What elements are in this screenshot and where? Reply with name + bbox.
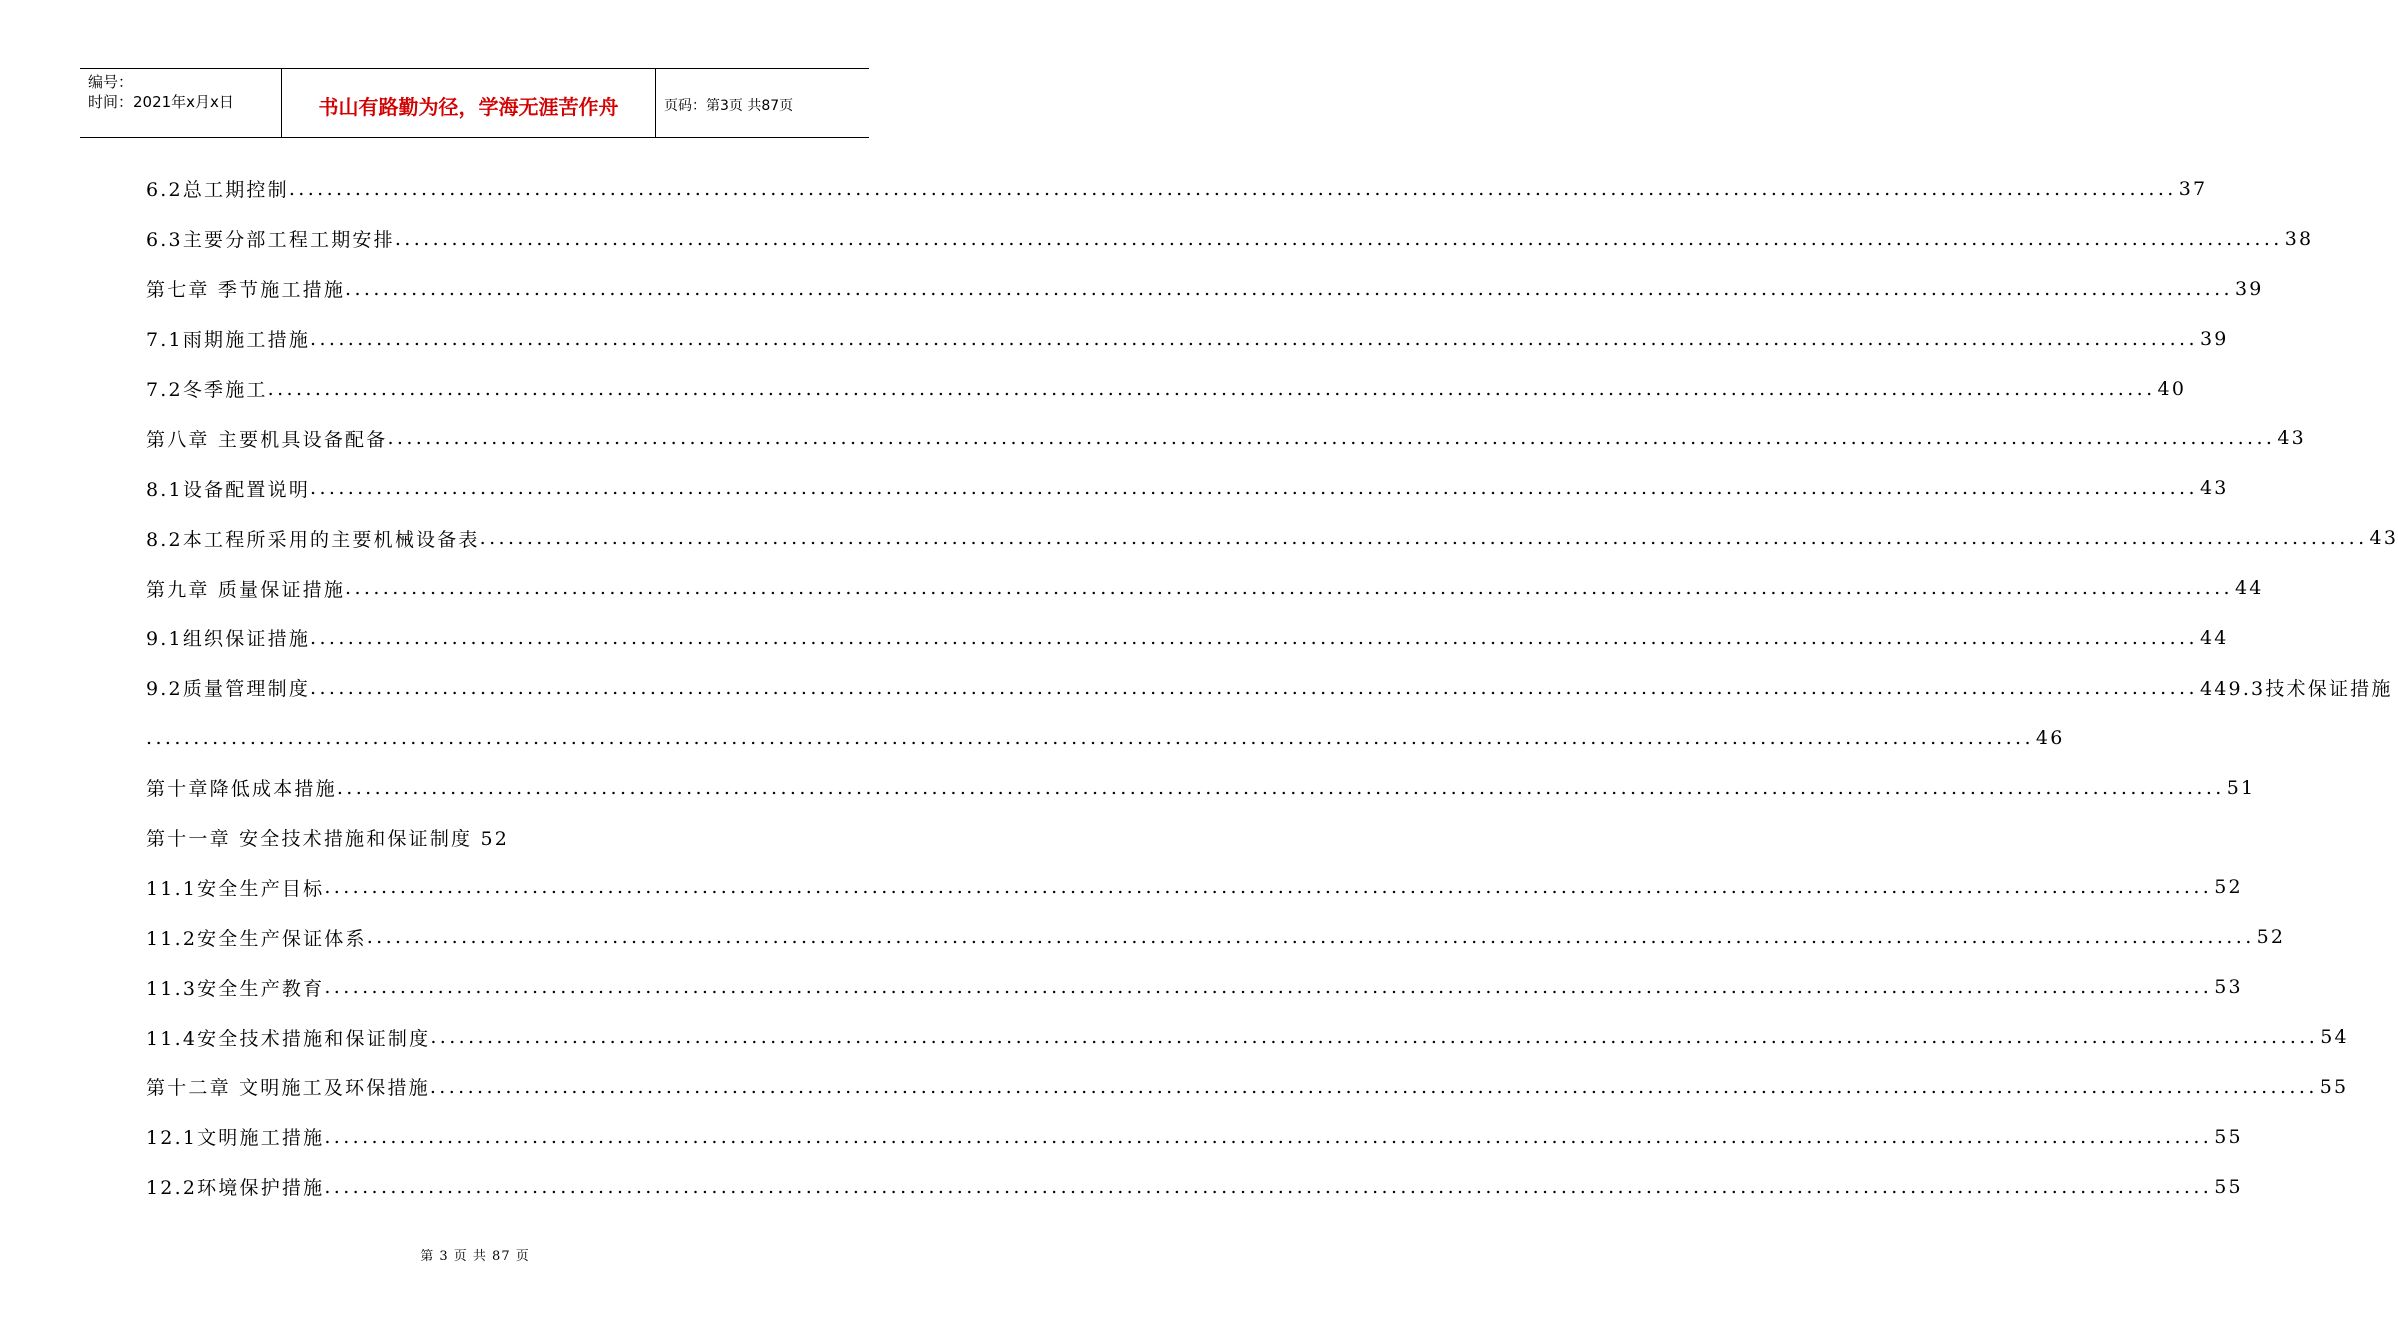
toc-entry[interactable]	[146, 613, 2229, 663]
toc-entry-page-number: 55	[2319, 1075, 2349, 1098]
toc-entry-title: 9.2质量管理制度	[146, 678, 311, 701]
header-page-cell	[656, 69, 869, 137]
toc-dot-leader: ........................................................................................................................................................................................................	[310, 327, 2198, 350]
toc-dot-leader: ........................................................................................................................................................................................................	[394, 227, 2283, 250]
toc-entry-page-number: 46	[2035, 726, 2065, 749]
toc-dot-leader: ........................................................................................................................................................................................................	[387, 427, 2276, 450]
toc-dot-leader: ........................................................................................................................................................................................................	[345, 277, 2233, 300]
document-date: 时间：2021年x月x日	[88, 93, 234, 111]
toc-entry[interactable]	[146, 1012, 2349, 1062]
toc-entry-page-number: 43	[2199, 477, 2229, 500]
toc-entry[interactable]	[146, 264, 2264, 314]
toc-entry[interactable]	[146, 164, 2208, 214]
toc-entry-page-number: 449.3技术保证措施	[2199, 678, 2393, 701]
toc-entry-page-number: 40	[2157, 377, 2187, 400]
toc-entry-page-number: 55	[2214, 1125, 2243, 1148]
toc-entry-title: 第七章 季节施工措施	[146, 279, 346, 302]
document-number-label: 编号：	[88, 73, 134, 91]
table-of-contents	[146, 164, 2398, 1212]
toc-dot-leader: ........................................................................................................................................................................................................	[324, 876, 2213, 899]
toc-entry[interactable]	[146, 214, 2314, 264]
toc-entry-page-number: 52	[2214, 876, 2243, 899]
toc-dot-leader: ........................................................................................................................................................................................................	[146, 726, 2034, 749]
toc-entry-page-number: 53	[2214, 976, 2243, 999]
toc-entry-page-number: 39	[2234, 277, 2264, 300]
toc-dot-leader: ........................................................................................................................................................................................................	[310, 676, 2198, 699]
toc-entry-title: 11.3安全生产教育	[146, 977, 325, 1000]
toc-entry-title: 第八章 主要机具设备配备	[146, 428, 388, 451]
toc-dot-leader: ........................................................................................................................................................................................................	[345, 577, 2233, 600]
page-header	[80, 68, 869, 138]
toc-entry-title: 第十一章 安全技术措施和保证制度 52	[146, 828, 510, 851]
toc-entry[interactable]	[146, 513, 2398, 563]
toc-entry-page-number: 52	[2256, 926, 2286, 949]
toc-entry[interactable]	[146, 912, 2286, 962]
toc-dot-leader: ........................................................................................................................................................................................................	[324, 976, 2213, 999]
toc-entry-title: 第十二章 文明施工及环保措施	[146, 1077, 430, 1100]
toc-entry-title: 9.1组织保证措施	[146, 628, 311, 651]
toc-dot-leader: ........................................................................................................................................................................................................	[324, 1125, 2213, 1148]
toc-entry-page-number: 51	[2226, 776, 2256, 799]
toc-entry[interactable]	[146, 1162, 2243, 1212]
toc-entry-page-number: 54	[2320, 1026, 2349, 1049]
toc-entry[interactable]	[146, 463, 2229, 513]
toc-dot-leader: ........................................................................................................................................................................................................	[366, 926, 2255, 949]
toc-dot-leader: ........................................................................................................................................................................................................	[479, 527, 2368, 550]
toc-entry[interactable]	[146, 663, 2393, 713]
toc-entry-page-number: 43	[2277, 427, 2306, 450]
toc-dot-leader: ........................................................................................................................................................................................................	[429, 1075, 2318, 1098]
page-footer: 第 3 页 共 87 页	[420, 1249, 530, 1264]
toc-entry-title: 12.1文明施工措施	[146, 1127, 325, 1150]
toc-entry[interactable]	[146, 862, 2243, 912]
toc-entry[interactable]	[146, 314, 2229, 364]
toc-entry-page-number: 44	[2199, 626, 2229, 649]
toc-entry[interactable]	[146, 813, 806, 863]
header-page-info: 页码：第3页 共87页	[664, 98, 794, 114]
toc-entry-title: 7.1雨期施工措施	[146, 329, 311, 352]
header-motto: 书山有路勤为径，学海无涯苦作舟	[318, 94, 619, 119]
toc-entry-title: 12.2环境保护措施	[146, 1177, 325, 1200]
toc-dot-leader: ........................................................................................................................................................................................................	[324, 1175, 2213, 1198]
toc-entry[interactable]	[146, 713, 2065, 763]
toc-entry-page-number: 43	[2369, 527, 2398, 550]
toc-entry-title: 第九章 质量保证措施	[146, 578, 346, 601]
header-info-cell	[80, 69, 282, 137]
toc-dot-leader: ........................................................................................................................................................................................................	[288, 177, 2177, 200]
toc-entry-page-number: 55	[2214, 1175, 2243, 1198]
toc-entry-title: 6.2总工期控制	[146, 179, 289, 202]
toc-entry-page-number: 38	[2284, 227, 2314, 250]
toc-entry[interactable]	[146, 763, 2256, 813]
toc-entry-title: 6.3主要分部工程工期安排	[146, 229, 395, 252]
toc-dot-leader: ........................................................................................................................................................................................................	[267, 377, 2156, 400]
toc-entry[interactable]	[146, 563, 2264, 613]
toc-dot-leader: ........................................................................................................................................................................................................	[310, 477, 2198, 500]
toc-entry-title: 11.4安全技术措施和保证制度	[146, 1027, 431, 1050]
toc-entry[interactable]	[146, 413, 2306, 463]
toc-entry[interactable]	[146, 1112, 2243, 1162]
toc-entry-page-number: 39	[2199, 327, 2229, 350]
toc-dot-leader: ........................................................................................................................................................................................................	[336, 776, 2225, 799]
toc-entry-title: 8.1设备配置说明	[146, 478, 311, 501]
toc-entry[interactable]	[146, 364, 2187, 414]
toc-entry-title: 8.2本工程所采用的主要机械设备表	[146, 528, 480, 551]
toc-entry-title: 7.2冬季施工	[146, 379, 268, 401]
toc-entry-title: 11.2安全生产保证体系	[146, 927, 367, 950]
toc-entry[interactable]	[146, 1062, 2349, 1112]
toc-entry-page-number: 44	[2234, 577, 2264, 600]
toc-entry-title: 11.1安全生产目标	[146, 877, 325, 900]
toc-entry-page-number: 37	[2178, 177, 2208, 200]
toc-entry[interactable]	[146, 962, 2243, 1012]
toc-dot-leader: ........................................................................................................................................................................................................	[430, 1026, 2319, 1049]
header-motto-cell	[282, 69, 656, 137]
toc-dot-leader: ........................................................................................................................................................................................................	[310, 626, 2198, 649]
toc-entry-title: 第十章降低成本措施	[146, 778, 337, 801]
